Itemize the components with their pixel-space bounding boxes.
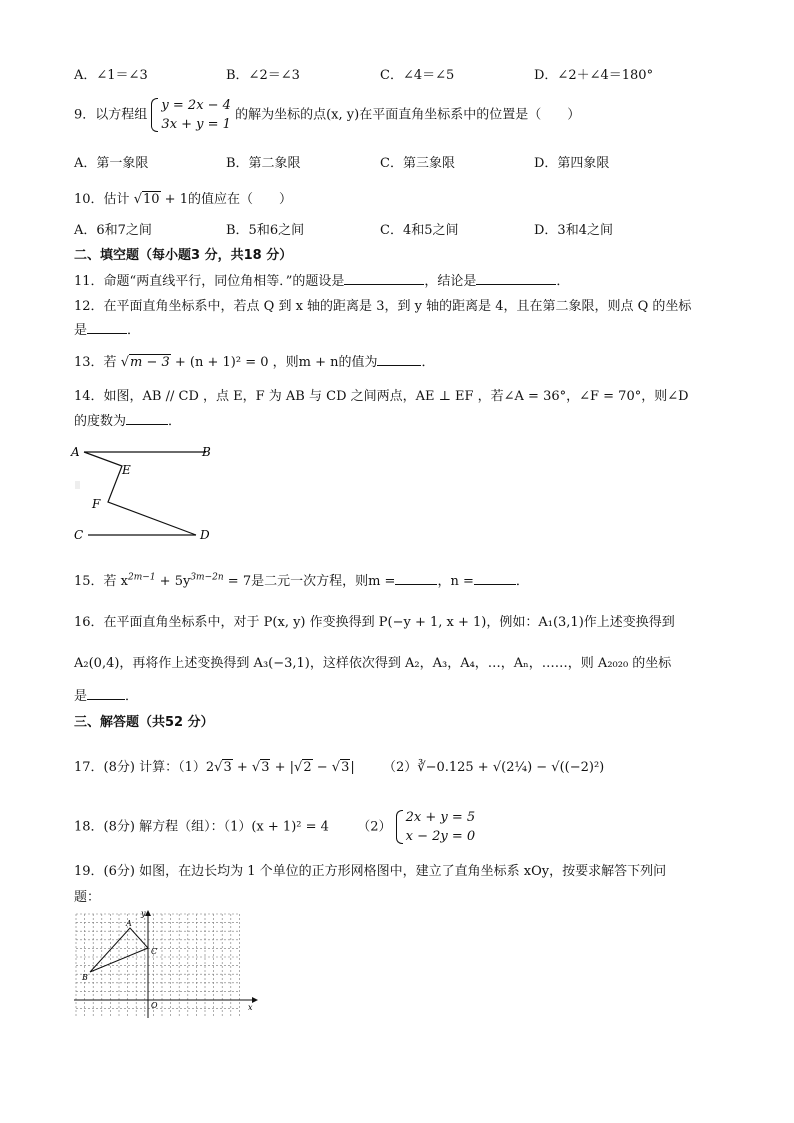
question-15: 15．若 $x^{2m-1} + 5y^{3m-2n} = 7$是二元一次方程，则m = ，n = ．	[74, 572, 529, 589]
label-y: y	[141, 909, 146, 918]
question-18: 18．(8分) 解方程（组）：（1）(x + 1)² = 4 （2） 2x + y = 5 x − 2y = 0	[74, 810, 476, 844]
label-x: x	[248, 1003, 253, 1012]
question-12-line1: 12．在平面直角坐标系中，若点 Q 到 x 轴的距离是 3，到 y 轴的距离是 4，且在第二象限，则点 Q 的坐标	[74, 299, 692, 314]
label-c: C	[74, 528, 84, 542]
question-12-line2: 是 ．	[74, 323, 141, 338]
q9-equation-system: y = 2x − 4 3x + y = 1	[151, 96, 231, 134]
q10-option-c: C．4和5之间	[380, 223, 459, 238]
path-a-e-f-d	[84, 452, 196, 535]
question-19-line1: 19．(6分) 如图，在边长均为 1 个单位的正方形网格图中，建立了直角坐标系 xOy，按要求解答下列问	[74, 864, 667, 879]
x-arrow-icon	[252, 997, 258, 1003]
q8-option-b: B．∠2＝∠3	[226, 68, 300, 83]
label-a: A	[71, 445, 80, 459]
section-3-title: 三、解答题（共52 分）	[74, 715, 214, 730]
q18-equation-system: 2x + y = 5 x − 2y = 0	[396, 808, 476, 846]
label-o: O	[151, 1001, 158, 1010]
q10-option-b: B．5和6之间	[226, 223, 305, 238]
label-a: A	[126, 919, 132, 928]
q9-option-d: D．第四象限	[534, 156, 610, 171]
question-16-line1: 16．在平面直角坐标系中，对于 P(x, y) 作变换得到 P(−y + 1, x + 1)，例如：A₁(3,1)作上述变换得到	[74, 615, 675, 630]
question-19-line2: 题：	[74, 890, 101, 905]
q9-option-b: B．第二象限	[226, 156, 301, 171]
label-b: B	[82, 973, 88, 982]
question-16-line2: A₂(0,4)，再将作上述变换得到 A₃(−3,1)，这样依次得到 A₂，A₃，A₄，…，Aₙ，……，则 A₂₀₂₀ 的坐标	[74, 656, 672, 671]
q8-option-c: C．∠4＝∠5	[380, 68, 455, 83]
q17-part-2: （2）∛−0.125 + √(2¼) − √((−2)²)	[383, 760, 605, 775]
q9-option-c: C．第三象限	[380, 156, 455, 171]
q14-figure	[66, 440, 226, 550]
question-14-line2: 的度数为 ．	[74, 414, 182, 429]
y-arrow-icon	[145, 910, 151, 916]
question-11: 11．命题“两直线平行，同位角相等．”的题设是 ，结论是 ．	[74, 274, 570, 289]
question-13: 13．若 √m − 3 + (n + 1)² = 0 ，则m + n的值为 ．	[74, 355, 435, 370]
question-17: 17．(8分) 计算：（1）2√3 + √3 + |√2 − √3| （2）∛−0.125 + √(2¼) − √((−2)²)	[74, 760, 605, 775]
section-2-title: 二、填空题（每小题3 分，共18 分）	[74, 248, 293, 263]
question-9: 9．以方程组 y = 2x − 4 3x + y = 1 的解为坐标的点(x, y)在平面直角坐标系中的位置是（ ）	[74, 98, 581, 132]
label-f: F	[92, 497, 101, 511]
question-14-line1: 14．如图，AB // CD ，点 E，F 为 AB 与 CD 之间两点，AE ⊥ EF ，若∠A = 36°，∠F = 70°，则∠D	[74, 389, 689, 404]
label-c: C	[151, 947, 158, 956]
question-16-line3: 是 ．	[74, 689, 139, 704]
q19-grid-figure	[70, 908, 260, 1020]
question-10: 10．估计 √10 + 1的值应在（ ）	[74, 192, 292, 207]
q8-option-d: D．∠2＋∠4＝180°	[534, 68, 654, 83]
label-b: B	[202, 445, 211, 459]
q9-option-a: A．第一象限	[74, 156, 149, 171]
q10-option-a: A．6和7之间	[74, 223, 152, 238]
label-e: E	[122, 463, 131, 477]
q8-option-a: A．∠1＝∠3	[74, 68, 148, 83]
label-d: D	[200, 528, 210, 542]
q10-option-d: D．3和4之间	[534, 223, 613, 238]
